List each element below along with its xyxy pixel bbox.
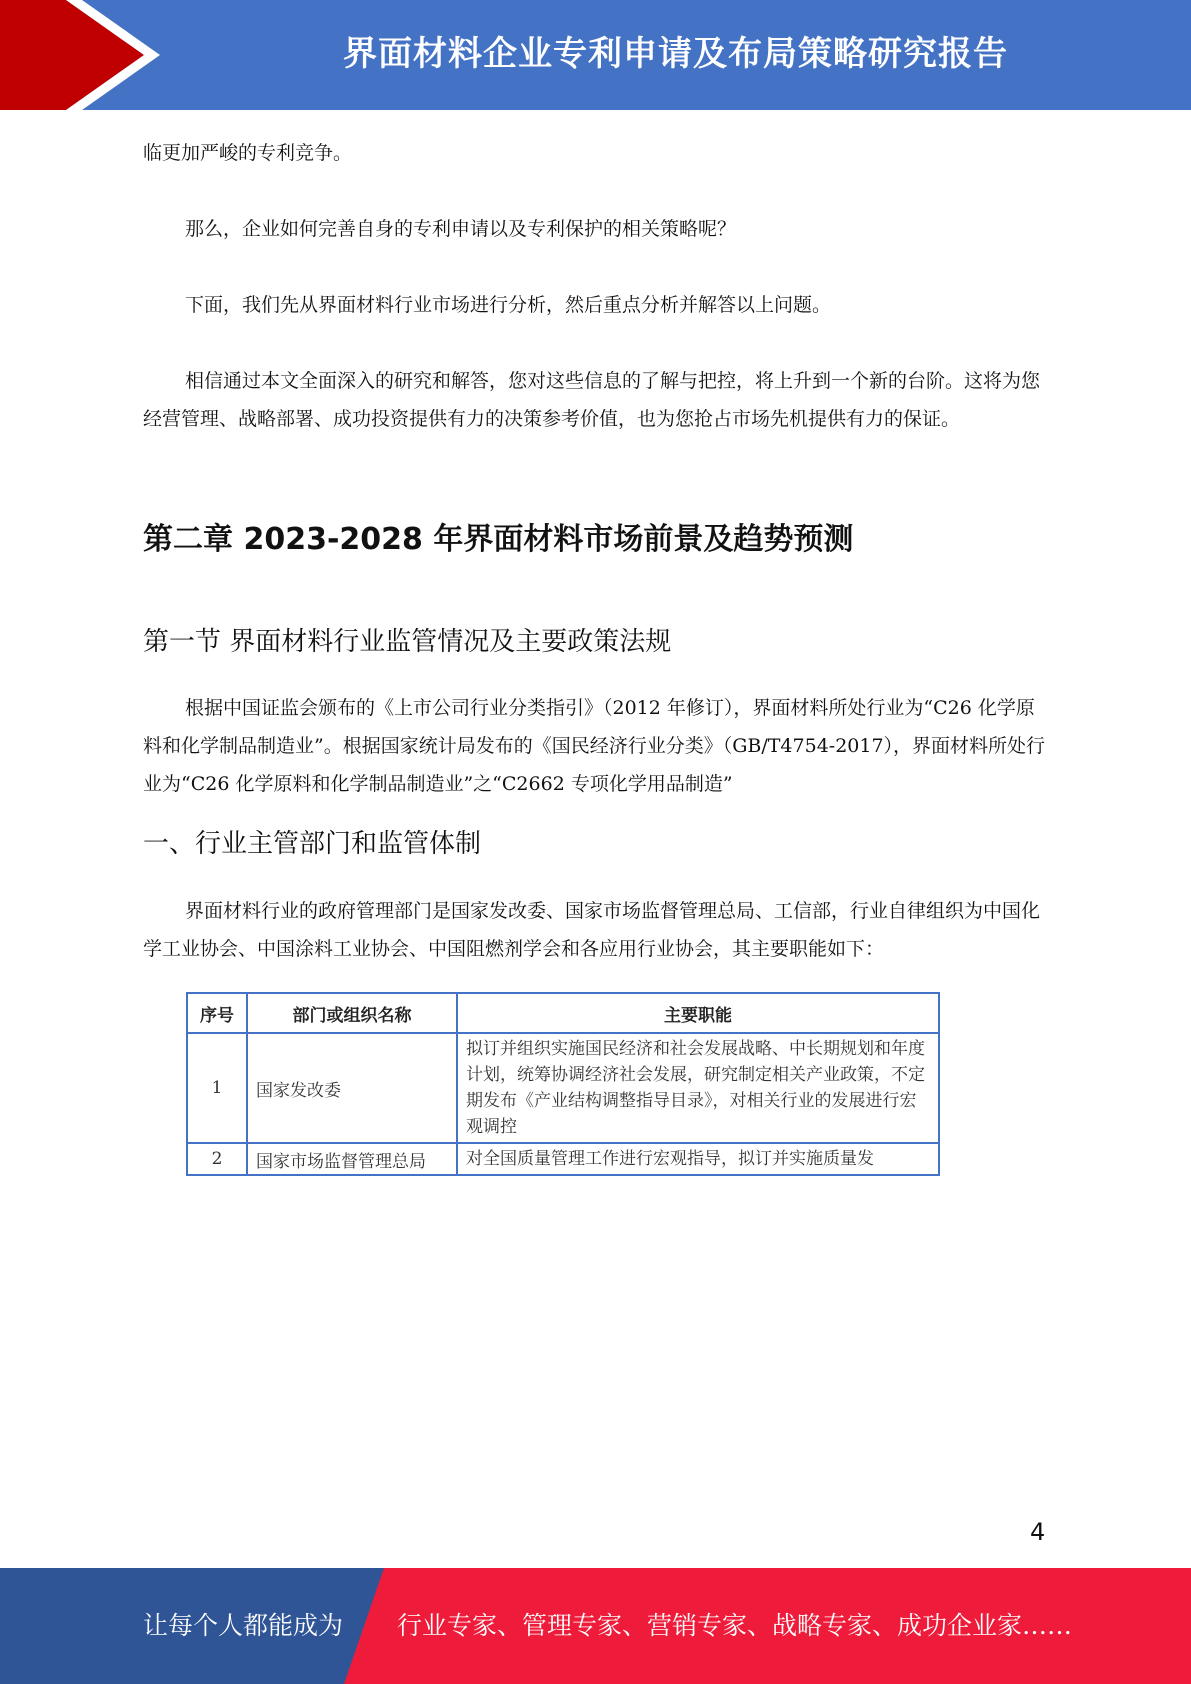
report-title: 界面材料企业专利申请及布局策略研究报告 xyxy=(343,34,1008,74)
footer-slogan-right: 行业专家、管理专家、营销专家、战略专家、成功企业家…… xyxy=(397,1611,1073,1640)
row-org: 国家市场监督管理总局 xyxy=(247,1143,457,1175)
row-number: 2 xyxy=(187,1143,247,1175)
subsection-heading: 一、行业主管部门和监管体制 xyxy=(143,829,482,859)
header-cell-duty: 主要职能 xyxy=(457,993,939,1033)
table-row xyxy=(187,1033,939,1143)
paragraph-regulators: 界面材料行业的政府管理部门是国家发改委、国家市场监督管理总局、工信部，行业自律组织为中国化学工业协会、中国涂料工业协会、中国阻燃剂学会和各应用行业协会，其主要职能如下： xyxy=(143,900,1041,960)
section-heading: 第一节 界面材料行业监管情况及主要政策法规 xyxy=(143,627,672,657)
paragraph-value: 相信通过本文全面深入的研究和解答，您对这些信息的了解与把控，将上升到一个新的台阶。这将为您经营管理、战略部署、成功投资提供有力的决策参考价值，也为您抢占市场先机提供有力的保证。 xyxy=(143,370,1041,430)
duties-table-container xyxy=(186,992,942,1172)
paragraph-classification: 根据中国证监会颁布的《上市公司行业分类指引》（2012 年修订），界面材料所处行业为“C26 化学原料和化学制品制造业”。根据国家统计局发布的《国民经济行业分类》（GB/T4754-2017），界面材料所处行业为“C26 化学原料和化学制品制造业”之“C2662 专项化学用品制造” xyxy=(143,697,1046,795)
header-cell-number: 序号 xyxy=(187,993,247,1033)
page-footer xyxy=(0,1568,1191,1684)
paragraph-intro: 下面，我们先从界面材料行业市场进行分析，然后重点分析并解答以上问题。 xyxy=(185,294,832,316)
paragraph-continuation: 临更加严峻的专利竞争。 xyxy=(143,142,353,164)
header-cell-org: 部门或组织名称 xyxy=(247,993,457,1033)
table-row xyxy=(187,1143,939,1175)
row-duty: 拟订并组织实施国民经济和社会发展战略、中长期规划和年度计划，统筹协调经济社会发展，研究制定相关产业政策，不定期发布《产业结构调整指导目录》，对相关行业的发展进行宏观调控 xyxy=(457,1033,939,1143)
row-duty: 对全国质量管理工作进行宏观指导，拟订并实施质量发 xyxy=(457,1143,939,1175)
row-org: 国家发改委 xyxy=(247,1033,457,1143)
chapter-heading: 第二章 2023-2028 年界面材料市场前景及趋势预测 xyxy=(143,522,854,557)
paragraph-question: 那么，企业如何完善自身的专利申请以及专利保护的相关策略呢？ xyxy=(185,218,737,240)
footer-slogan-left: 让每个人都能成为 xyxy=(143,1611,344,1640)
page-number: 4 xyxy=(1030,1518,1046,1546)
page-header xyxy=(0,0,1191,110)
row-number: 1 xyxy=(187,1033,247,1143)
table-header-row xyxy=(187,993,939,1033)
duties-table xyxy=(186,992,940,1176)
